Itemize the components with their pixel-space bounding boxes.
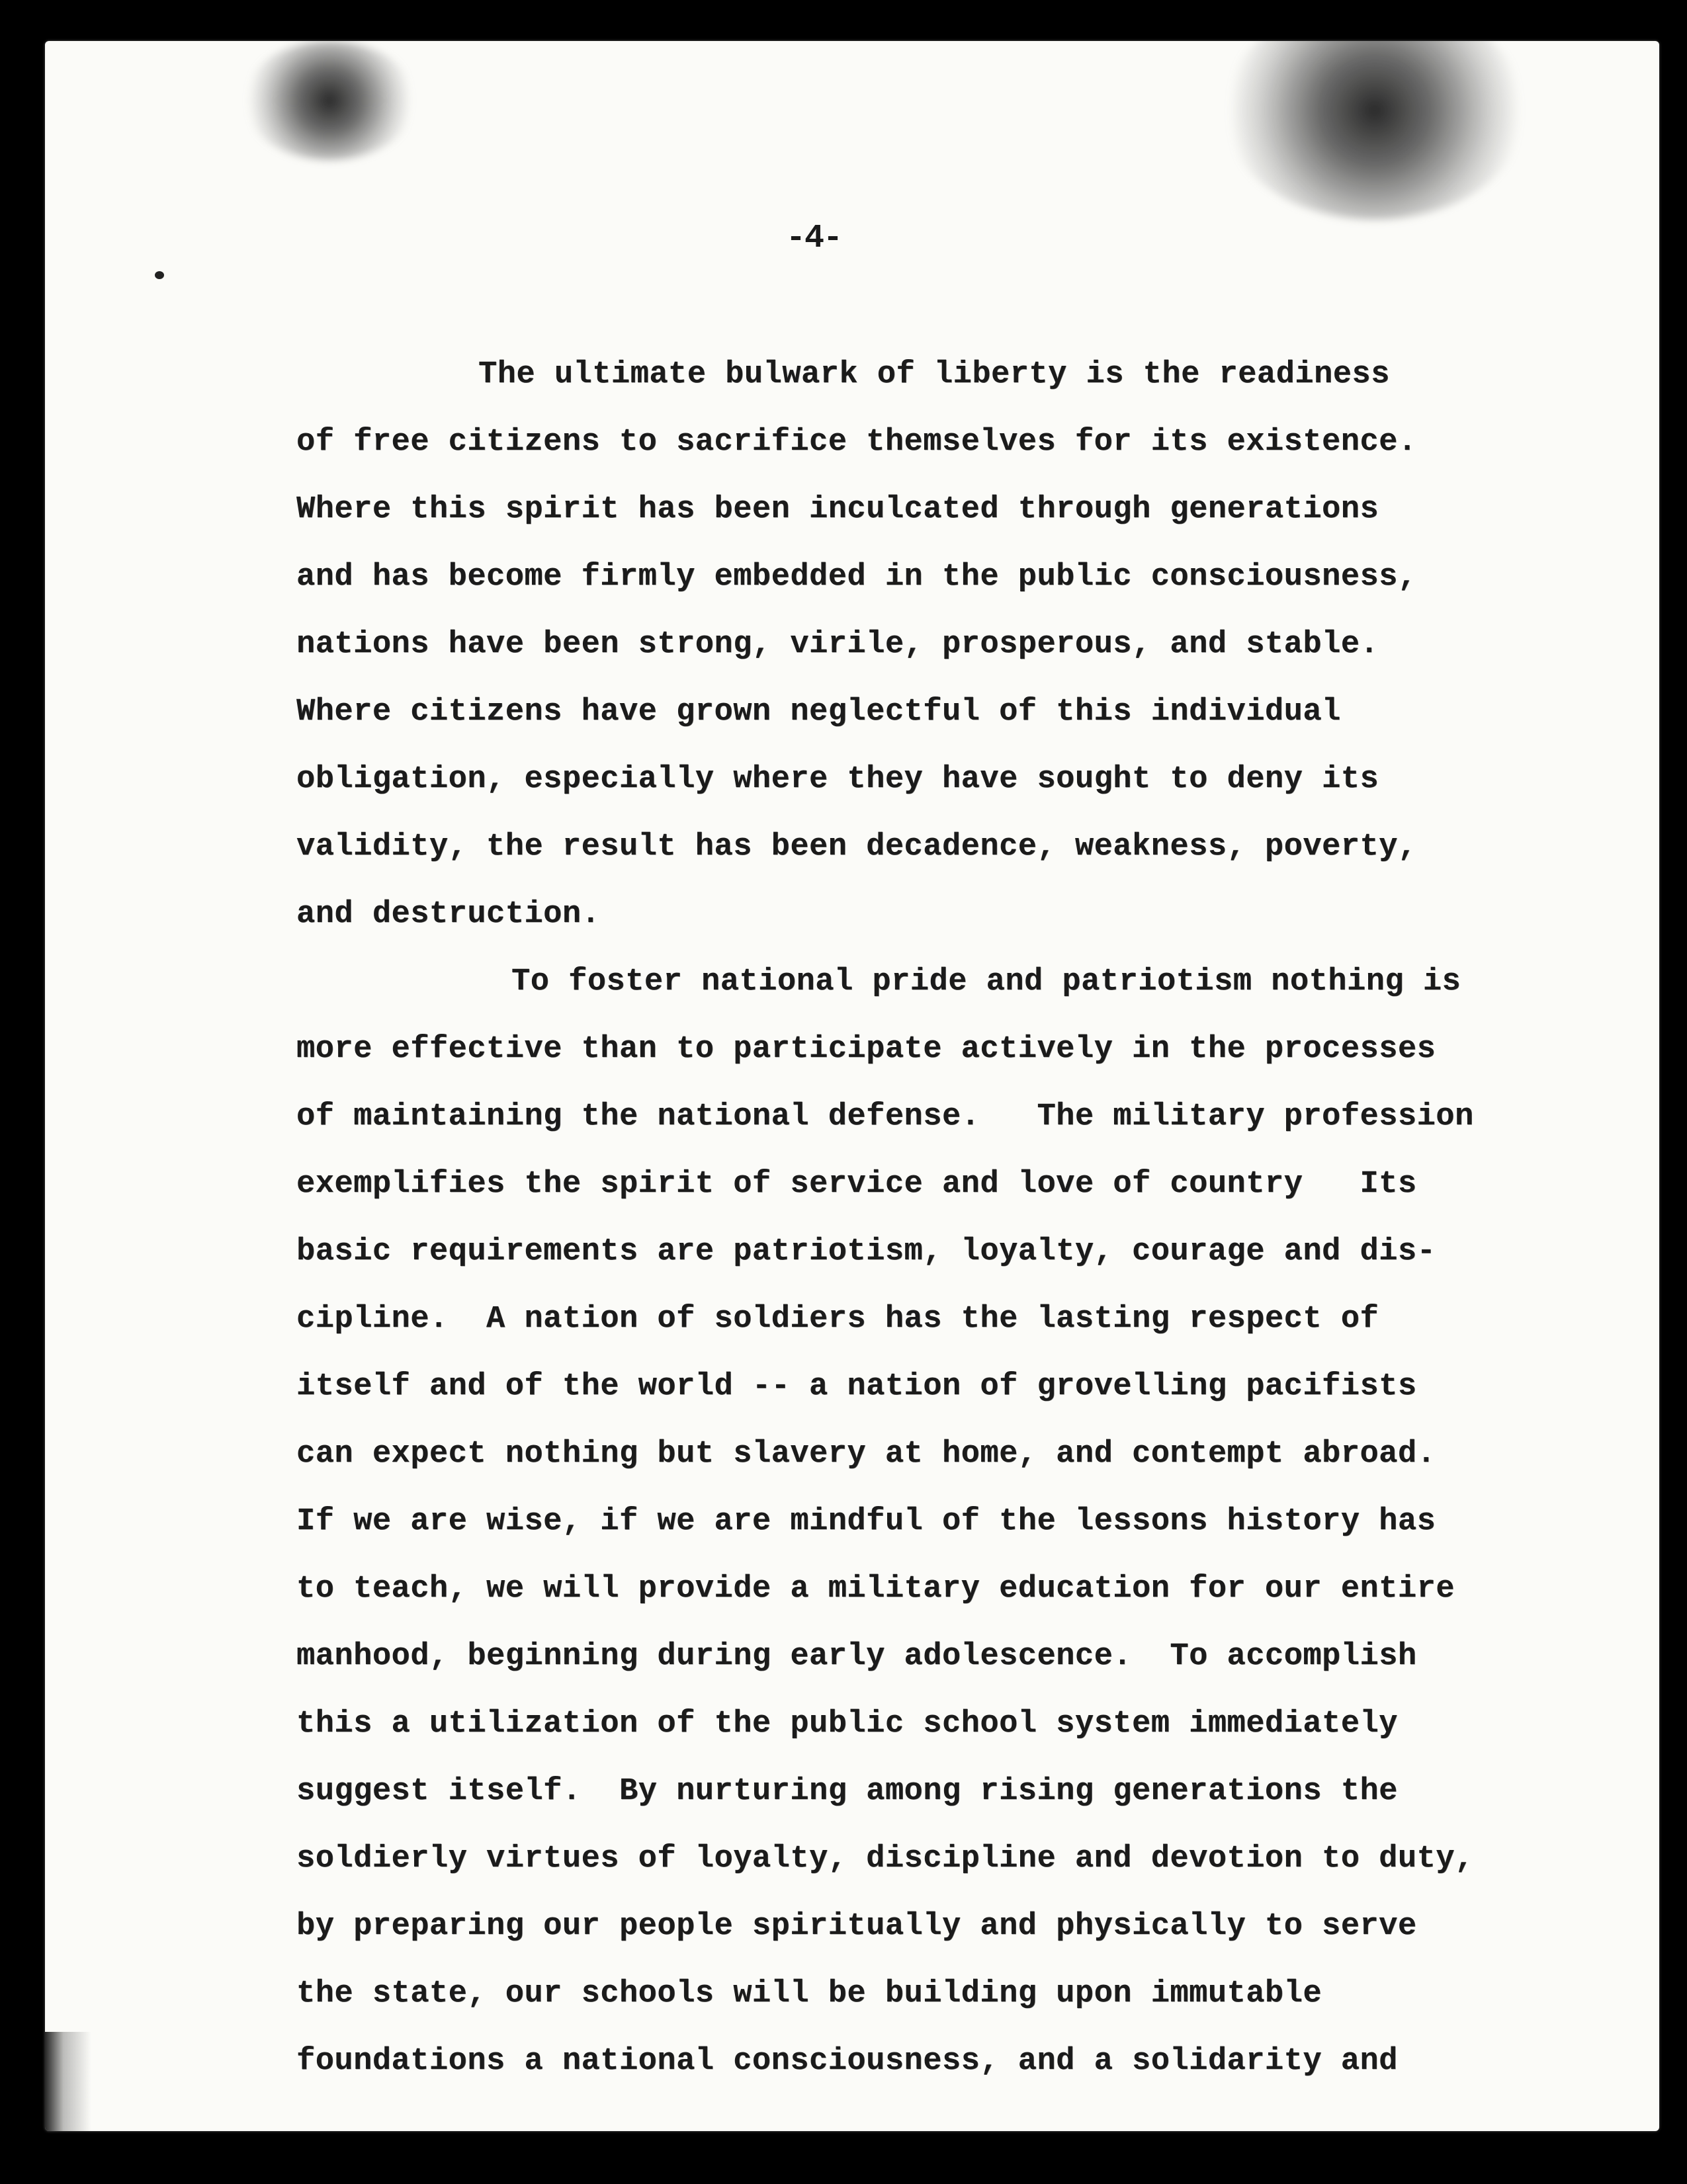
paragraph-2-line: the state, our schools will be building upon immutable	[296, 1976, 1322, 2011]
paragraph-1-line: Where this spirit has been inculcated through generations	[296, 492, 1379, 527]
paragraph-2-line: can expect nothing but slavery at home, and contempt abroad.	[296, 1437, 1436, 1472]
paragraph-1-line: obligation, especially where they have sought to deny its	[296, 762, 1379, 797]
ink-smudge	[1223, 41, 1527, 220]
paragraph-1-line: of free citizens to sacrifice themselves for its existence.	[296, 425, 1417, 460]
paragraph-2-line: itself and of the world -- a nation of grovelling pacifists	[296, 1369, 1417, 1404]
paragraph-2-line: manhood, beginning during early adolescence. To accomplish	[296, 1639, 1417, 1674]
paragraph-2-line: If we are wise, if we are mindful of the lessons history has	[296, 1504, 1436, 1539]
paragraph-1-line: Where citizens have grown neglectful of this individual	[296, 694, 1341, 730]
scan-edge-mark	[45, 2032, 91, 2131]
paragraph-2-line: To foster national pride and patriotism nothing is	[511, 964, 1461, 999]
ink-speck	[155, 271, 164, 279]
paragraph-2-line: this a utilization of the public school system immediately	[296, 1706, 1398, 1742]
document-page	[45, 41, 1659, 2131]
paragraph-2-line: cipline. A nation of soldiers has the lasting respect of	[296, 1302, 1379, 1337]
paragraph-1-line: and destruction.	[296, 897, 601, 932]
paragraph-2-line: soldierly virtues of loyalty, discipline and devotion to duty,	[296, 1841, 1474, 1876]
paragraph-2-line: exemplifies the spirit of service and love of country Its	[296, 1167, 1417, 1202]
paragraph-2-line: suggest itself. By nurturing among rising generations the	[296, 1774, 1398, 1809]
paragraph-1-line: validity, the result has been decadence, weakness, poverty,	[296, 829, 1417, 864]
paragraph-2-line: more effective than to participate actively in the processes	[296, 1032, 1436, 1067]
paragraph-2-line: of maintaining the national defense. The military profession	[296, 1099, 1474, 1134]
paragraph-2-line: to teach, we will provide a military education for our entire	[296, 1572, 1455, 1607]
paragraph-1-line: The ultimate bulwark of liberty is the readiness	[478, 357, 1390, 392]
paragraph-2-line: foundations a national consciousness, and a solidarity and	[296, 2044, 1398, 2079]
paragraph-2-line: by preparing our people spiritually and physically to serve	[296, 1909, 1417, 1944]
paragraph-1-line: and has become firmly embedded in the public consciousness,	[296, 560, 1417, 595]
ink-smudge	[243, 41, 415, 160]
paragraph-2-line: basic requirements are patriotism, loyalty, courage and dis-	[296, 1234, 1436, 1269]
page-number: -4-	[786, 220, 842, 257]
paragraph-1-line: nations have been strong, virile, prosperous, and stable.	[296, 627, 1379, 662]
